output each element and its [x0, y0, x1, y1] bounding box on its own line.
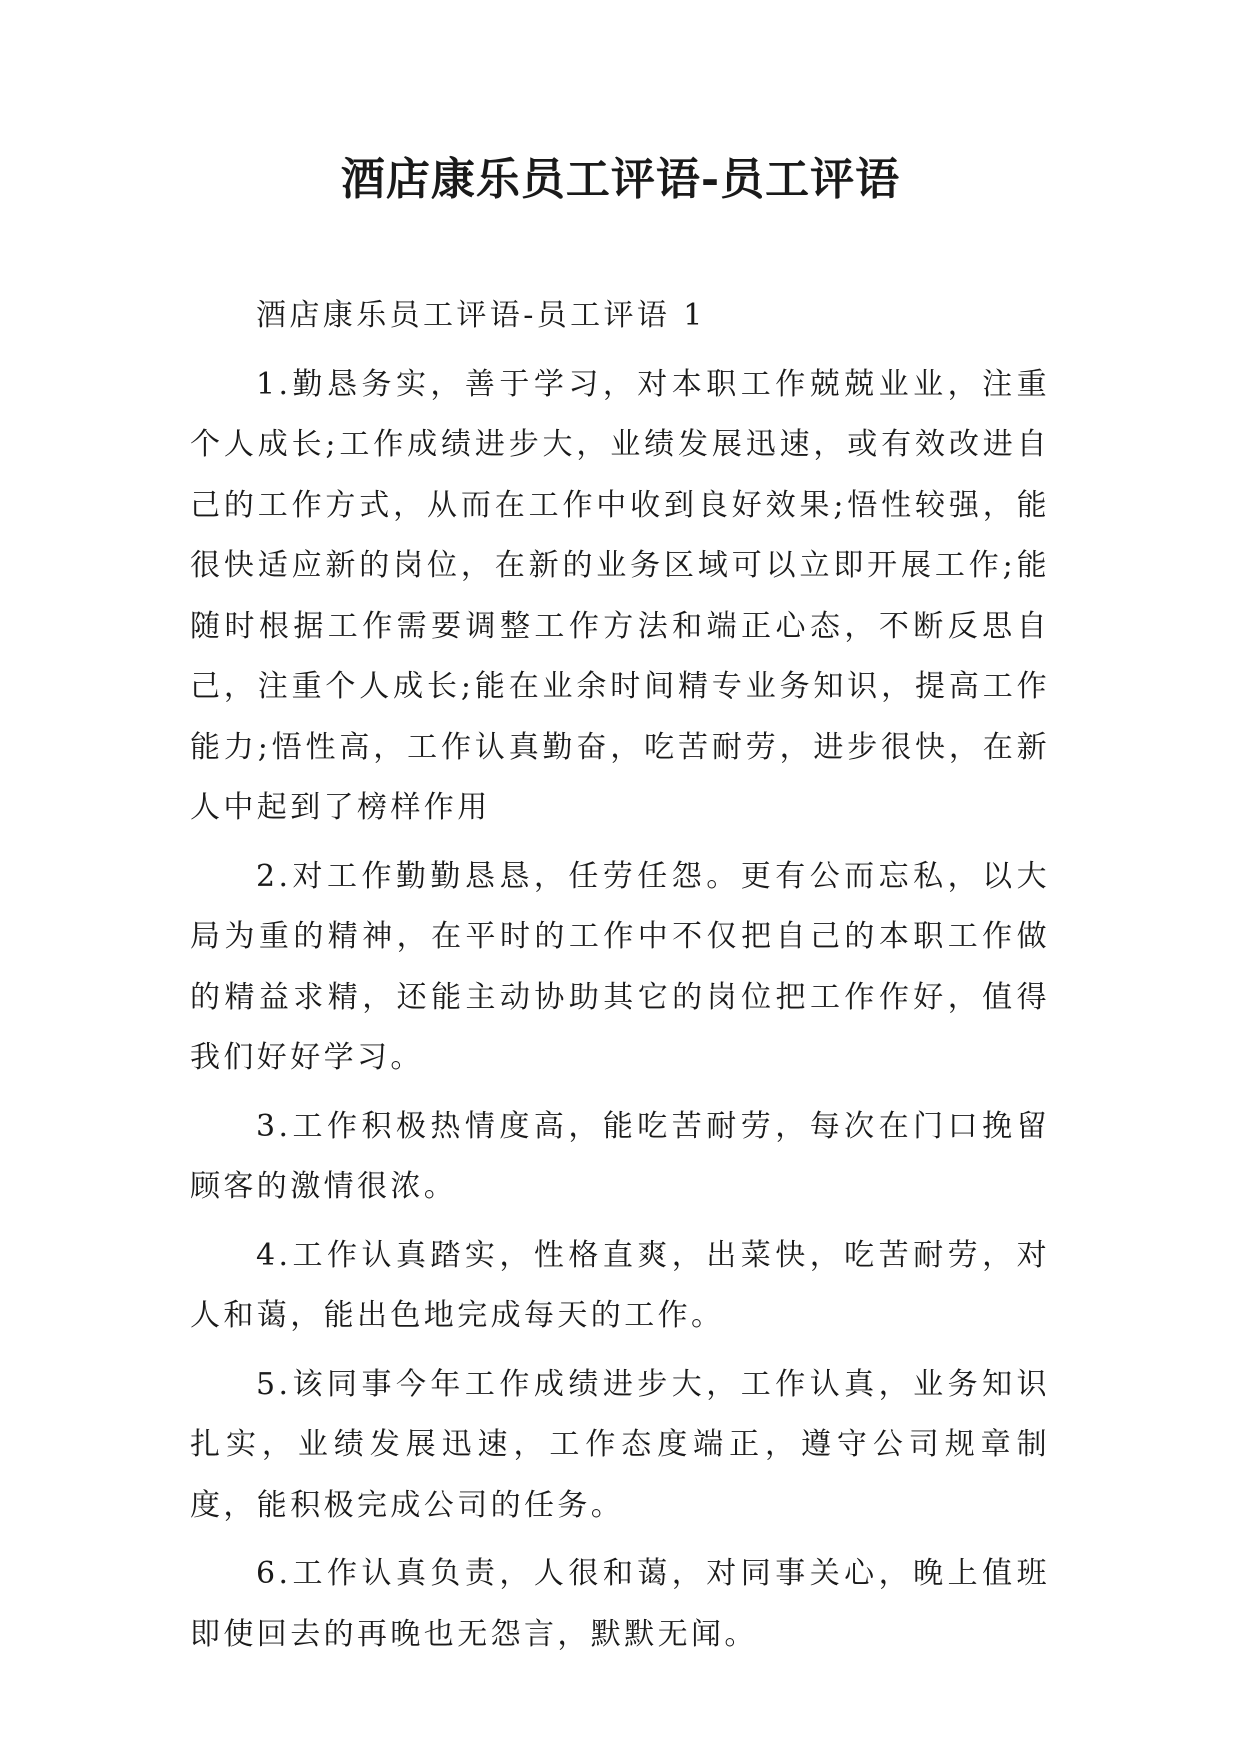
document-body — [190, 286, 1050, 1673]
paragraph: 5.该同事今年工作成绩进步大，工作认真，业务知识扎实，业绩发展迅速，工作态度端正，遵守公司规章制度，能积极完成公司的任务。 — [190, 1366, 1050, 1523]
paragraph: 3.工作积极热情度高，能吃苦耐劳，每次在门口挽留顾客的激情很浓。 — [190, 1108, 1050, 1204]
paragraph: 1.勤恳务实，善于学习，对本职工作兢兢业业，注重个人成长;工作成绩进步大，业绩发展迅速，或有效改进自己的工作方式，从而在工作中收到良好效果;悟性较强，能很快适应新的岗位，在新的业务区域可以立即开展工作;能随时根据工作需要调整工作方法和端正心态，不断反思自己，注重个人成长;能在业余时间精专业务知识，提高工作能力;悟性高，工作认真勤奋，吃苦耐劳，进步很快，在新人中起到了榜样作用 — [190, 366, 1050, 825]
paragraph: 2.对工作勤勤恳恳，任劳任怨。更有公而忘私，以大局为重的精神，在平时的工作中不仅把自己的本职工作做的精益求精，还能主动协助其它的岗位把工作作好，值得我们好好学习。 — [190, 858, 1050, 1075]
paragraph: 4.工作认真踏实，性格直爽，出菜快，吃苦耐劳，对人和蔼，能出色地完成每天的工作。 — [190, 1237, 1050, 1333]
paragraph: 6.工作认真负责，人很和蔼，对同事关心，晚上值班即使回去的再晚也无怨言，默默无闻。 — [190, 1556, 1050, 1652]
section-heading: 酒店康乐员工评语-员工评语 1 — [256, 298, 706, 333]
document-title: 酒店康乐员工评语-员工评语 — [340, 154, 901, 205]
